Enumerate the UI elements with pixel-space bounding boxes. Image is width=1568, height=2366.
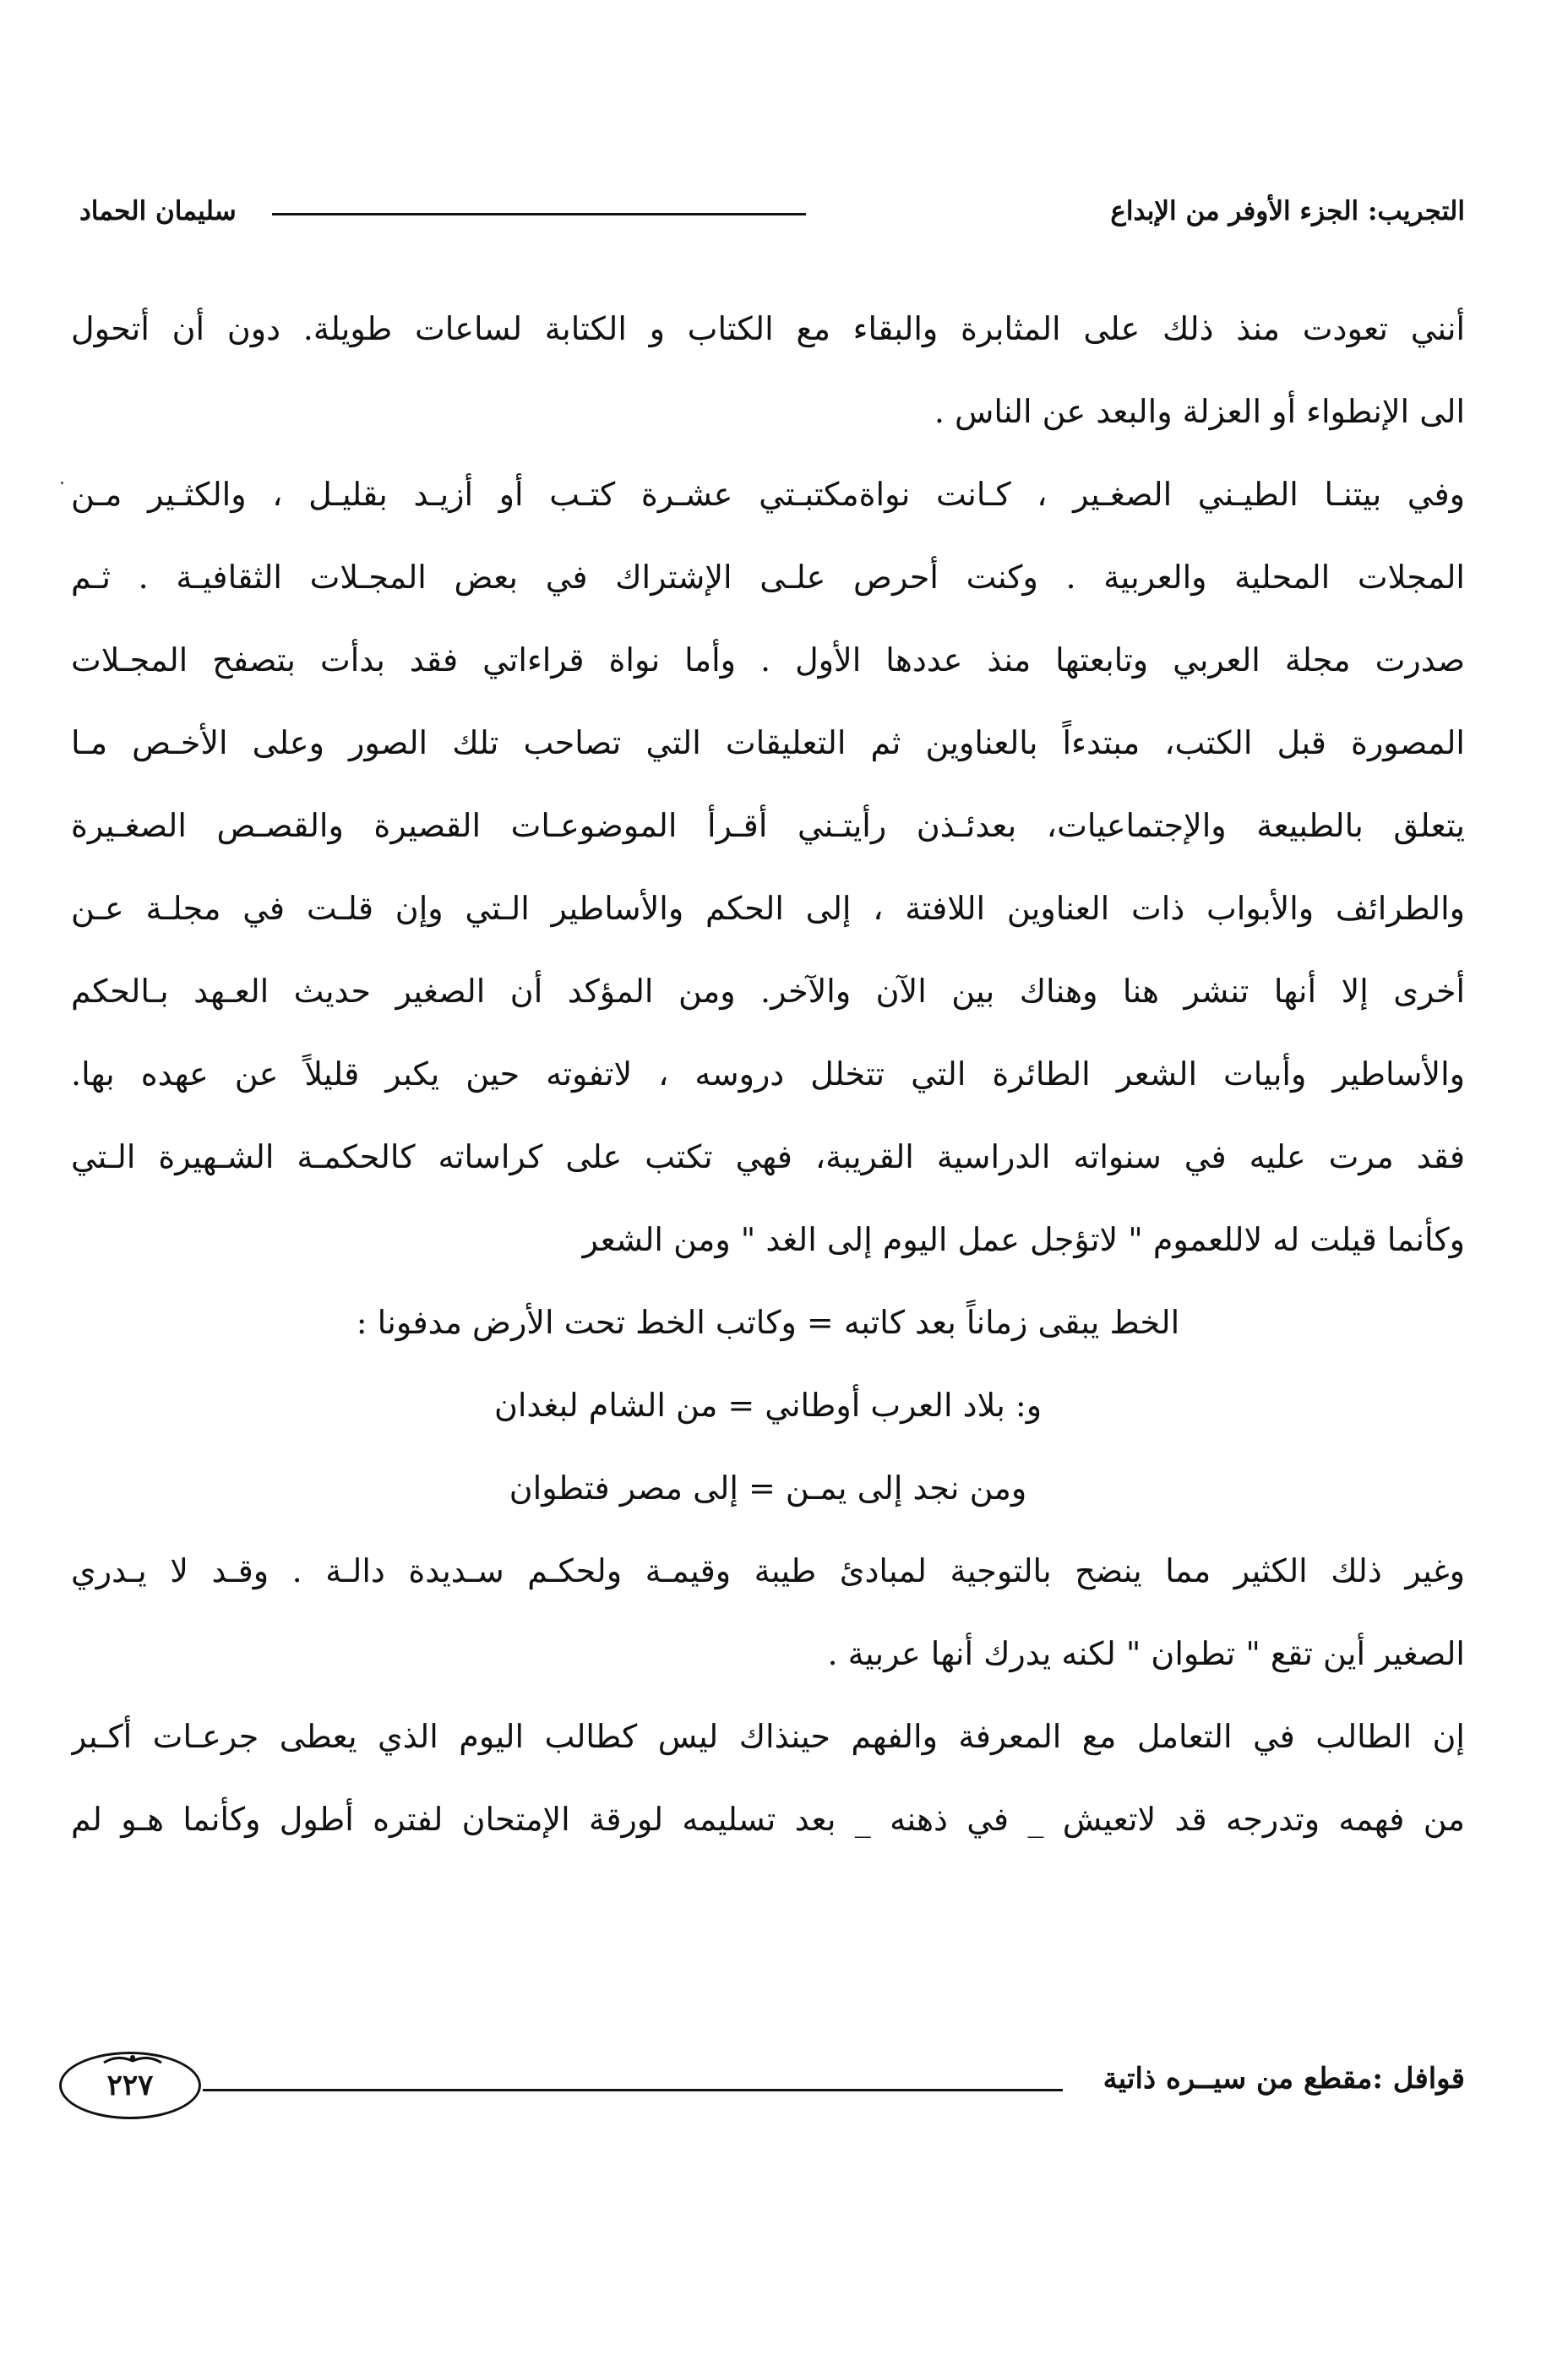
section-title: قوافل :مقطع من سيــره ذاتية (1102, 2062, 1465, 2096)
text-line: من فهمه وتدرجه قد لاتعيش _ في ذهنه _ بعد تسليمه لورقة الإمتحان لفتره أطول وكأنما هـو لم (71, 1801, 1465, 1838)
text-line: وغير ذلك الكثير مما ينضح بالتوجية لمبادئ طيبة وقيمـة ولحكـم سـديدة دالـة . وقـد لا يـدري (71, 1552, 1465, 1589)
text-line: فقد مرت عليه في سنواته الدراسية القريبة، فهي تكتب على كراساته كالحكمـة الشـهيرة الـتي (71, 1138, 1465, 1175)
footer-rule (203, 2089, 1063, 2091)
text-line: وفي بيتنـا الطيـني الصغـير ، كـانت نواةمكتبـتي عشـرة كتـب أو أزيـد بقليـل ، والكثـير مـن (71, 476, 1465, 513)
page-number: ٢٢٧ (106, 2069, 154, 2102)
author-name: سليمان الحماد (79, 196, 237, 226)
text-line: والطرائف والأبواب ذات العناوين اللافتة ، إلى الحكم والأساطير الـتي وإن قلـت في مجلـة عـن (71, 890, 1465, 927)
margin-speck (61, 482, 63, 484)
running-header (79, 196, 1465, 238)
text-line: الصغير أين تقع " تطوان " لكنه يدرك أنها عربية . (827, 1635, 1465, 1672)
text-line: وكأنما قيلت له لاللعموم " لاتؤجل عمل اليوم إلى الغد " ومن الشعر (582, 1221, 1465, 1258)
text-line: والأساطير وأبيات الشعر الطائرة التي تتخلل دروسه ، لاتفوته حين يكبر قليلاً عن عهده بها. (71, 1055, 1465, 1093)
poem-verse: الخط يبقى زماناً بعد كاتبه = وكاتب الخط تحت الأرض مدفونا : (356, 1304, 1180, 1341)
text-line: يتعلق بالطبيعة والإجتماعيات، بعدئـذن رأيتـني أقـرأ الموضوعـات القصيرة والقصـص الصغـيرة (71, 807, 1465, 844)
poem-verse: و: بلاد العرب أوطاني = من الشام لبغدان (493, 1387, 1043, 1424)
book-title: التجريب: الجزء الأوفر من الإبداع (1110, 196, 1465, 226)
body-text (71, 287, 1465, 1861)
header-rule (272, 213, 806, 215)
text-line: صدرت مجلة العربي وتابعتها منذ عددها الأول . وأما نواة قراءاتي فقد بدأت بتصفح المجـلات (71, 641, 1465, 679)
ornament-icon (101, 2054, 165, 2064)
text-line: أنني تعودت منذ ذلك على المثابرة والبقاء مع الكتاب و الكتابة لساعات طويلة. دون أن أتحول (71, 310, 1465, 347)
page-number-badge (59, 2052, 201, 2119)
text-line: المصورة قبل الكتب، مبتدءاً بالعناوين ثم التعليقات التي تصاحب تلك الصور وعلى الأخـص مـا (71, 724, 1465, 761)
text-line: إن الطالب في التعامل مع المعرفة والفهم حينذاك ليس كطالب اليوم الذي يعطى جرعـات أكـبر (71, 1718, 1465, 1755)
running-footer (59, 2045, 1465, 2129)
text-line: المجلات المحلية والعربية . وكنت أحرص علـى الإشتراك في بعض المجـلات الثقافيـة . ثـم (71, 559, 1465, 596)
text-line: الى الإنطواء أو العزلة والبعد عن الناس . (934, 393, 1465, 430)
text-line: أخرى إلا أنها تنشر هنا وهناك بين الآن والآخر. ومن المؤكد أن الصغير حديث العـهد بـالحكم (71, 973, 1465, 1010)
poem-verse: ومن نجد إلى يمـن = إلى مصر فتطوان (509, 1469, 1027, 1507)
